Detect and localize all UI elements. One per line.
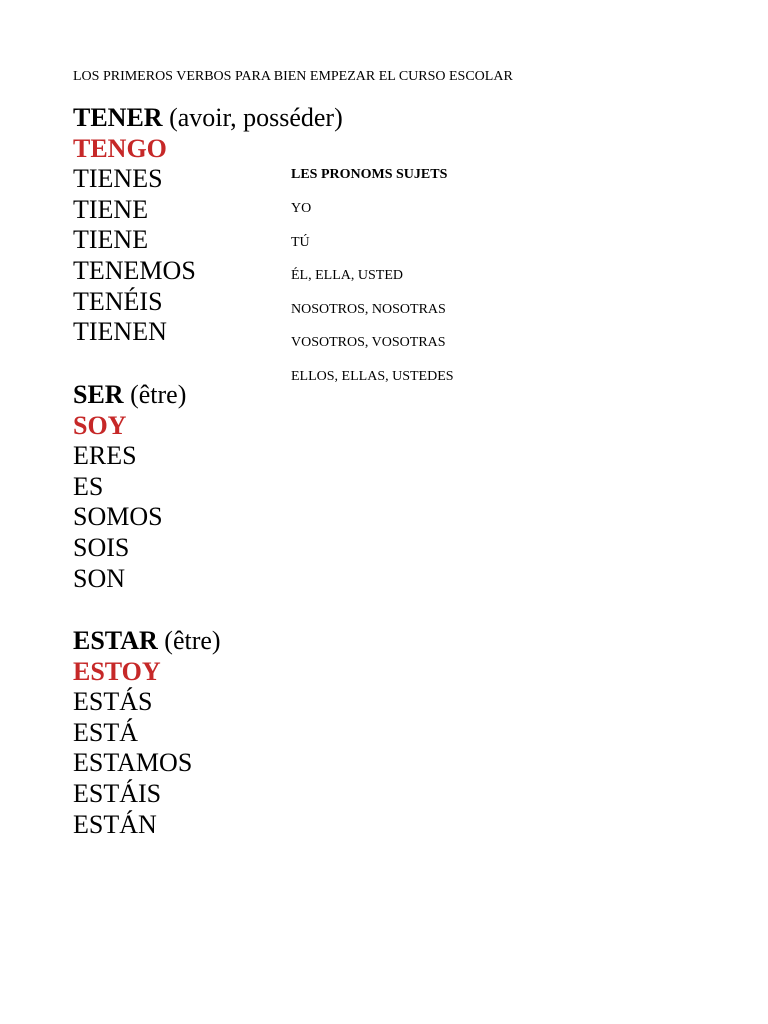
page-title: LOS PRIMEROS VERBOS PARA BIEN EMPEZAR EL CURSO ESCOLAR — [73, 69, 513, 84]
verb-heading — [73, 380, 186, 411]
verb-meaning: (être) — [130, 380, 187, 409]
verb-infinitive: TENER — [73, 103, 163, 132]
verb-form-first-person: TENGO — [73, 133, 167, 163]
pronoun-item: ÉL, ELLA, USTED — [291, 268, 403, 284]
verb-form: ESTAMOS — [73, 748, 193, 778]
verb-heading — [73, 626, 221, 657]
verb-meaning: (être) — [164, 626, 221, 655]
pronoun-item: NOSOTROS, NOSOTRAS — [291, 301, 446, 317]
verb-meaning: (avoir, posséder) — [169, 103, 343, 132]
verb-form: ESTÁN — [73, 809, 157, 839]
pronoun-item: YO — [291, 201, 312, 216]
verb-form: TIENES — [73, 164, 163, 194]
verb-infinitive: SER — [73, 380, 124, 409]
verb-form: ESTÁS — [73, 687, 153, 717]
verb-form: ESTÁIS — [73, 778, 162, 808]
verb-form: ERES — [73, 441, 137, 471]
verb-block-ser — [73, 380, 186, 594]
verb-infinitive: ESTAR — [73, 626, 158, 655]
verb-heading — [73, 103, 343, 134]
verb-form: TENEMOS — [73, 255, 196, 285]
verb-form: TIENE — [73, 225, 149, 255]
pronouns-title: LES PRONOMS SUJETS — [291, 167, 448, 182]
verb-form: TENÉIS — [73, 286, 163, 316]
verb-form: SOIS — [73, 532, 130, 562]
verb-form: ES — [73, 471, 104, 501]
verb-form: SON — [73, 563, 126, 593]
pronouns-list — [291, 166, 454, 386]
verb-form: TIENE — [73, 194, 149, 224]
verb-form: SOMOS — [73, 502, 163, 532]
pronoun-item: TÚ — [291, 234, 310, 250]
verb-form: TIENEN — [73, 317, 167, 347]
verb-block-estar — [73, 626, 221, 840]
verb-form-first-person: ESTOY — [73, 656, 161, 686]
verb-form-first-person: SOY — [73, 410, 127, 440]
pronoun-item: ELLOS, ELLAS, USTEDES — [291, 368, 454, 384]
verb-form: ESTÁ — [73, 717, 138, 747]
pronoun-item: VOSOTROS, VOSOTRAS — [291, 335, 446, 351]
